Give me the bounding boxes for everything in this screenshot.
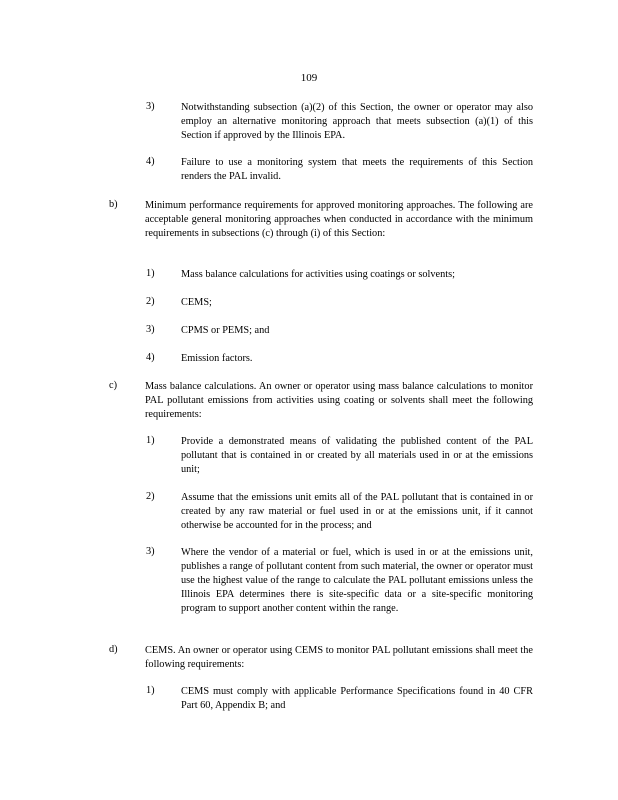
item-text: Emission factors.	[181, 353, 253, 364]
item-text: Mass balance calculations for activities using coatings or solvents;	[181, 269, 455, 280]
item-marker: 2)	[146, 491, 155, 502]
item-marker: 4)	[146, 156, 155, 167]
section-marker: b)	[109, 199, 118, 210]
item-text: CEMS;	[181, 297, 212, 308]
section-text: Minimum performance requirements for approved monitoring approaches. The following are acceptable general monitoring approaches when conducted in accordance with the minimum requirements in subsections (c) through (i) of this Section:	[145, 200, 533, 239]
section-marker: c)	[109, 380, 117, 391]
item-marker: 4)	[146, 352, 155, 363]
item-text: Provide a demonstrated means of validating the published content of the PAL pollutant that is contained in or created by all materials used in or at the emissions unit;	[181, 436, 533, 475]
item-marker: 1)	[146, 435, 155, 446]
item-marker: 1)	[146, 268, 155, 279]
item-text: Notwithstanding subsection (a)(2) of this Section, the owner or operator may also employ an alternative monitoring approach that meets subsection (a)(1) of this Section if approved by the Illinois EPA.	[181, 102, 533, 141]
item-text: Where the vendor of a material or fuel, which is used in or at the emissions unit, publishes a range of pollutant content from such material, the owner or operator must use the highest value of the range to calculate the PAL pollutant emissions unless the Illinois EPA determines there is site-specific data or a site-specific monitoring program to support another content within the range.	[181, 547, 533, 614]
item-marker: 3)	[146, 546, 155, 557]
item-marker: 3)	[146, 324, 155, 335]
item-marker: 1)	[146, 685, 155, 696]
item-text: CEMS must comply with applicable Performance Specifications found in 40 CFR Part 60, Appendix B; and	[181, 686, 533, 711]
item-marker: 3)	[146, 101, 155, 112]
section-text: CEMS. An owner or operator using CEMS to monitor PAL pollutant emissions shall meet the following requirements:	[145, 645, 533, 670]
item-text: CPMS or PEMS; and	[181, 325, 270, 336]
page-number: 109	[300, 72, 318, 84]
item-text: Failure to use a monitoring system that meets the requirements of this Section renders the PAL invalid.	[181, 157, 533, 182]
section-text: Mass balance calculations. An owner or operator using mass balance calculations to monitor PAL pollutant emissions from activities using coating or solvents shall meet the following requirements:	[145, 381, 533, 420]
section-marker: d)	[109, 644, 118, 655]
item-text: Assume that the emissions unit emits all of the PAL pollutant that is contained in or created by any raw material or fuel used in or at the emissions unit, if it cannot otherwise be accounted for in the process; and	[181, 492, 533, 531]
item-marker: 2)	[146, 296, 155, 307]
